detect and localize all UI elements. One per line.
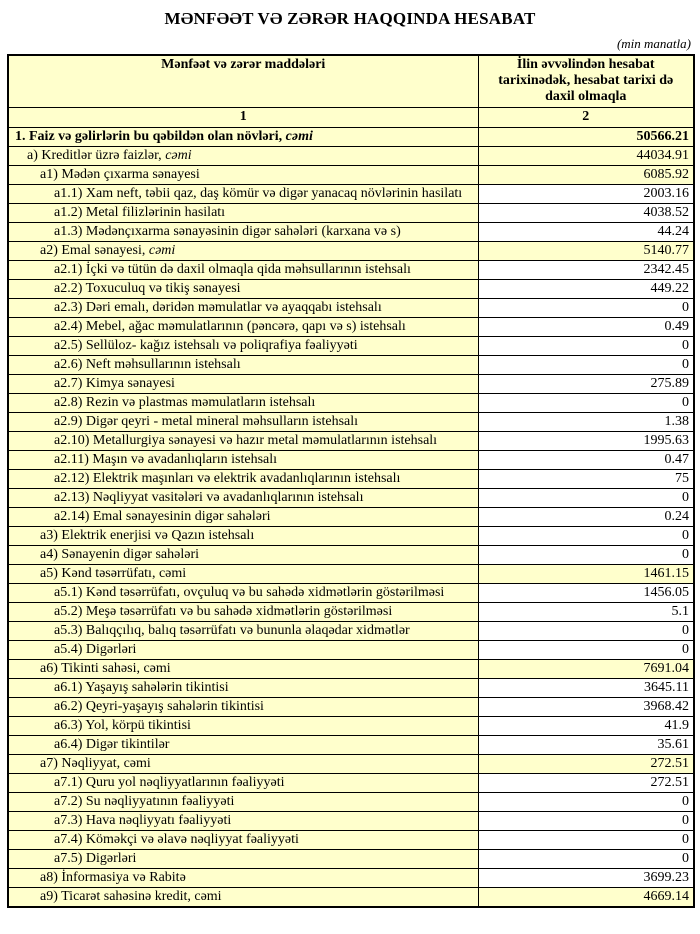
row-value: 2342.45 — [478, 260, 694, 279]
row-value: 275.89 — [478, 374, 694, 393]
row-value: 6085.92 — [478, 165, 694, 184]
row-label: a2.11) Maşın və avadanlıqların istehsalı — [8, 450, 478, 469]
table-row — [8, 792, 694, 811]
row-value: 41.9 — [478, 716, 694, 735]
table-row — [8, 773, 694, 792]
table-row — [8, 469, 694, 488]
row-value: 44034.91 — [478, 146, 694, 165]
row-value: 0 — [478, 792, 694, 811]
row-label: a3) Elektrik enerjisi və Qazın istehsalı — [8, 526, 478, 545]
row-label: a7.3) Hava nəqliyyatı fəaliyyəti — [8, 811, 478, 830]
row-label: a2.7) Kimya sənayesi — [8, 374, 478, 393]
table-row — [8, 811, 694, 830]
table-row — [8, 830, 694, 849]
row-label: a5.1) Kənd təsərrüfatı, ovçuluq və bu sahədə xidmətlərin göstərilməsi — [8, 583, 478, 602]
table-row — [8, 431, 694, 450]
table-row — [8, 203, 694, 222]
row-label: a5.4) Digərləri — [8, 640, 478, 659]
table-row — [8, 640, 694, 659]
row-value: 449.22 — [478, 279, 694, 298]
row-label: a6.4) Digər tikintilər — [8, 735, 478, 754]
row-label: a2.14) Emal sənayesinin digər sahələri — [8, 507, 478, 526]
row-value: 5140.77 — [478, 241, 694, 260]
row-value: 0.24 — [478, 507, 694, 526]
row-label: a4) Sənayenin digər sahələri — [8, 545, 478, 564]
row-label: a7.4) Köməkçi və əlavə nəqliyyat fəaliyyəti — [8, 830, 478, 849]
row-value: 0 — [478, 849, 694, 868]
row-value: 0.47 — [478, 450, 694, 469]
profit-loss-table — [7, 54, 695, 908]
row-value: 44.24 — [478, 222, 694, 241]
row-value: 0 — [478, 811, 694, 830]
row-value: 5.1 — [478, 602, 694, 621]
table-row — [8, 526, 694, 545]
table-row — [8, 336, 694, 355]
row-value: 0 — [478, 488, 694, 507]
table-row — [8, 716, 694, 735]
row-value: 50566.21 — [478, 127, 694, 146]
report-table-body — [8, 127, 694, 907]
table-row — [8, 184, 694, 203]
row-label: a9) Ticarət sahəsinə kredit, cəmi — [8, 887, 478, 907]
table-row — [8, 564, 694, 583]
table-row — [8, 298, 694, 317]
row-label: a1.2) Metal filizlərinin hasilatı — [8, 203, 478, 222]
table-row — [8, 887, 694, 907]
row-label: a7.1) Quru yol nəqliyyatlarının fəaliyyəti — [8, 773, 478, 792]
table-row — [8, 374, 694, 393]
row-value: 1995.63 — [478, 431, 694, 450]
row-value: 0 — [478, 545, 694, 564]
row-label: a1.1) Xam neft, təbii qaz, daş kömür və digər yanacaq növlərinin hasilatı — [8, 184, 478, 203]
table-row — [8, 735, 694, 754]
unit-note: (min manatla) — [616, 36, 691, 51]
table-row — [8, 355, 694, 374]
row-value: 3968.42 — [478, 697, 694, 716]
row-value: 35.61 — [478, 735, 694, 754]
table-row — [8, 317, 694, 336]
table-row — [8, 393, 694, 412]
table-row — [8, 754, 694, 773]
row-label: a6.1) Yaşayış sahələrin tikintisi — [8, 678, 478, 697]
row-value: 0.49 — [478, 317, 694, 336]
row-label: a2.1) İçki və tütün də daxil olmaqla qida məhsullarının istehsalı — [8, 260, 478, 279]
row-label: a6.2) Qeyri-yaşayış sahələrin tikintisi — [8, 697, 478, 716]
row-value: 0 — [478, 298, 694, 317]
row-label: a2.4) Mebel, ağac məmulatlarının (pəncərə, qapı və s) istehsalı — [8, 317, 478, 336]
row-label: a5.2) Meşə təsərrüfatı və bu sahədə xidmətlərin göstərilməsi — [8, 602, 478, 621]
table-row — [8, 488, 694, 507]
row-value: 0 — [478, 830, 694, 849]
row-label: a6.3) Yol, körpü tikintisi — [8, 716, 478, 735]
row-value: 7691.04 — [478, 659, 694, 678]
row-label: a2) Emal sənayesi, cəmi — [8, 241, 478, 260]
table-row — [8, 507, 694, 526]
table-row — [8, 279, 694, 298]
row-value: 0 — [478, 640, 694, 659]
table-row — [8, 146, 694, 165]
row-value: 1456.05 — [478, 583, 694, 602]
row-value: 0 — [478, 621, 694, 640]
row-label: 1. Faiz və gəlirlərin bu qəbildən olan növləri, cəmi — [8, 127, 478, 146]
table-row — [8, 621, 694, 640]
column-index-1: 1 — [8, 107, 478, 127]
table-row — [8, 697, 694, 716]
table-row — [8, 260, 694, 279]
table-row — [8, 868, 694, 887]
row-label: a2.6) Neft məhsullarının istehsalı — [8, 355, 478, 374]
page-title: MƏNFƏƏT VƏ ZƏRƏR HAQQINDA HESABAT — [164, 9, 536, 28]
row-value: 0 — [478, 355, 694, 374]
table-row — [8, 545, 694, 564]
row-value: 1461.15 — [478, 564, 694, 583]
row-label: a6) Tikinti sahəsi, cəmi — [8, 659, 478, 678]
row-label: a2.5) Sellüloz- kağız istehsalı və poliqrafiya fəaliyyəti — [8, 336, 478, 355]
row-value: 3699.23 — [478, 868, 694, 887]
row-label: a2.13) Nəqliyyat vasitələri və avadanlıqlarının istehsalı — [8, 488, 478, 507]
table-row — [8, 127, 694, 146]
table-row — [8, 678, 694, 697]
column-index-2: 2 — [478, 107, 694, 127]
table-row — [8, 583, 694, 602]
table-row — [8, 450, 694, 469]
table-row — [8, 602, 694, 621]
table-header — [8, 55, 694, 127]
row-value: 4669.14 — [478, 887, 694, 907]
row-label: a2.12) Elektrik maşınları və elektrik avadanlıqlarının istehsalı — [8, 469, 478, 488]
table-row — [8, 659, 694, 678]
row-value: 272.51 — [478, 773, 694, 792]
row-value: 4038.52 — [478, 203, 694, 222]
row-value: 2003.16 — [478, 184, 694, 203]
row-label: a2.8) Rezin və plastmas məmulatların istehsalı — [8, 393, 478, 412]
row-label: a2.10) Metallurgiya sənayesi və hazır metal məmulatlarının istehsalı — [8, 431, 478, 450]
column-header-period: İlin əvvəlindən hesabat tarixinədək, hesabat tarixi də daxil olmaqla — [478, 55, 694, 107]
row-label: a7) Nəqliyyat, cəmi — [8, 754, 478, 773]
table-row — [8, 412, 694, 431]
row-label: a7.2) Su nəqliyyatının fəaliyyəti — [8, 792, 478, 811]
row-value: 3645.11 — [478, 678, 694, 697]
row-label: a1.3) Mədənçıxarma sənayəsinin digər sahələri (karxana və s) — [8, 222, 478, 241]
table-row — [8, 241, 694, 260]
row-value: 0 — [478, 526, 694, 545]
row-label: a2.3) Dəri emalı, dəridən məmulatlar və ayaqqabı istehsalı — [8, 298, 478, 317]
table-row — [8, 849, 694, 868]
column-header-items: Mənfəət və zərər maddələri — [8, 55, 478, 107]
table-row — [8, 222, 694, 241]
row-value: 0 — [478, 336, 694, 355]
row-label: a5) Kənd təsərrüfatı, cəmi — [8, 564, 478, 583]
row-label: a5.3) Balıqçılıq, balıq təsərrüfatı və bununla əlaqədar xidmətlər — [8, 621, 478, 640]
row-label: a2.9) Digər qeyri - metal mineral məhsulların istehsalı — [8, 412, 478, 431]
row-value: 0 — [478, 393, 694, 412]
row-label: a7.5) Digərləri — [8, 849, 478, 868]
table-row — [8, 165, 694, 184]
row-value: 272.51 — [478, 754, 694, 773]
row-label: a1) Mədən çıxarma sənayesi — [8, 165, 478, 184]
row-label: a2.2) Toxuculuq və tikiş sənayesi — [8, 279, 478, 298]
row-label: a) Kreditlər üzrə faizlər, cəmi — [8, 146, 478, 165]
row-value: 1.38 — [478, 412, 694, 431]
row-value: 75 — [478, 469, 694, 488]
row-label: a8) İnformasiya və Rabitə — [8, 868, 478, 887]
